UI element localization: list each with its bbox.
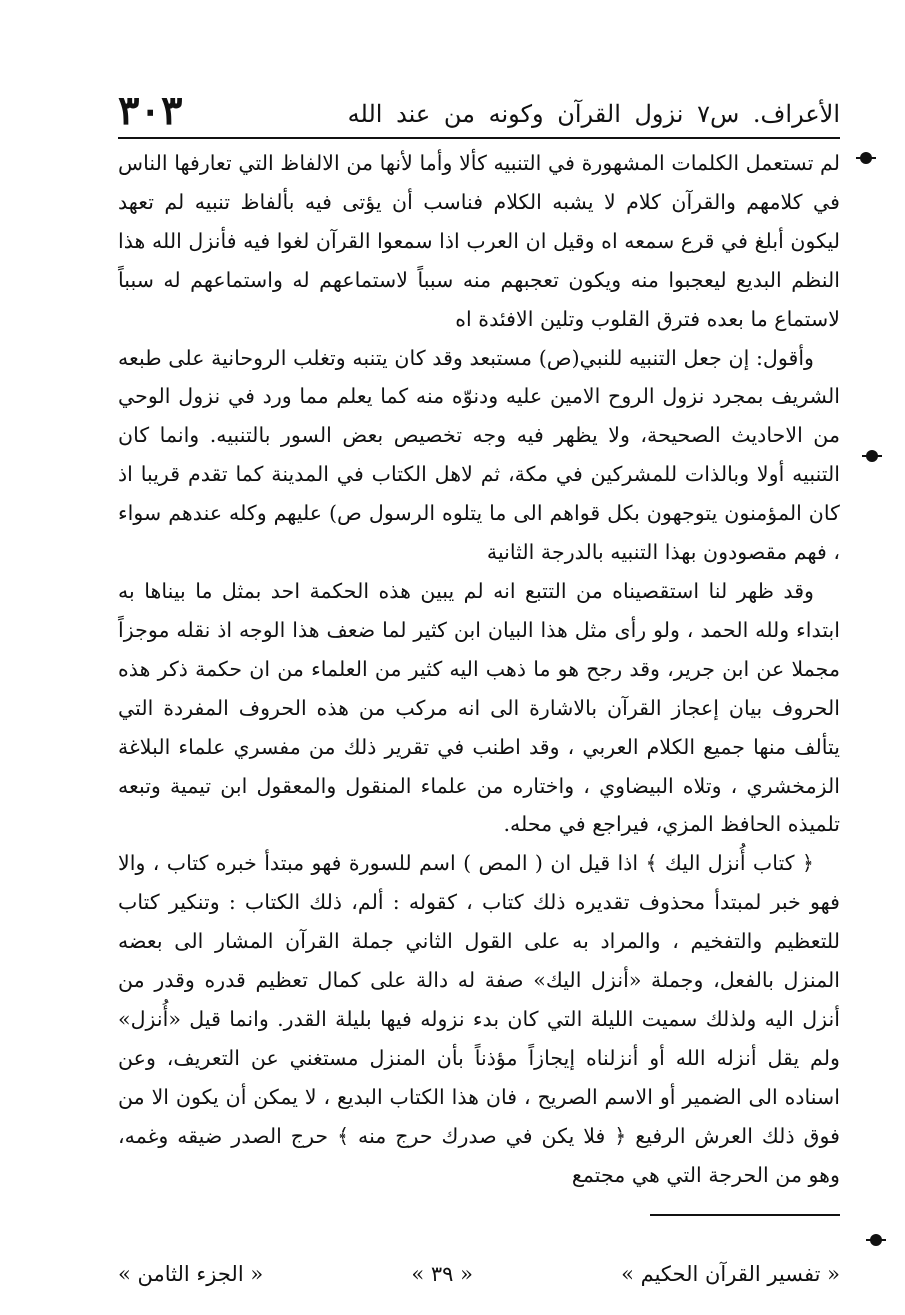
page-number: ٣٠٣: [118, 87, 183, 134]
book-page: [118, 86, 840, 1301]
binding-hole-mark-icon: [870, 1234, 882, 1246]
header-rule: [118, 137, 840, 139]
footer-rule: [650, 1214, 840, 1216]
footer-page-number: « ٣٩ »: [411, 1262, 473, 1286]
footer-book-title: « تفسير القرآن الحكيم »: [621, 1262, 840, 1286]
body-text: [118, 144, 840, 1194]
footer-part: « الجزء الثامن »: [118, 1262, 264, 1286]
binding-hole-mark-icon: [860, 152, 872, 164]
running-title: الأعراف. س٧ نزول القرآن وكونه من عند الله: [347, 100, 840, 128]
paragraph-4: ﴿ كتاب أُنزل اليك ﴾ اذا قيل ان ( المص ) اسم للسورة فهو مبتدأ خبره كتاب ، والا فهو خبر لمبتدأ محذوف تقديره ذلك كتاب ، كقوله : ألم، ذلك الكتاب : وتنكير كتاب للتعظيم والتفخيم ، والمراد به على القول الثاني جملة القرآن المشار الى بعضه المنزل بالفعل، وجملة «أنزل اليك» صفة له دالة على كمال تعظيم قدره وقدر من أنزل اليه ولذلك سميت الليلة التي كان بدء نزوله فيها بليلة القدر. وانما قيل «أُنزل» ولم يقل أنزله الله أو أنزلناه إيجازاً مؤذناً بأن المنزل مستغني عن التعريف، وعن اسناده الى الضمير أو الاسم الصريح ، فان هذا الكتاب البديع ، لا يمكن أن يكون الا من فوق ذلك العرش الرفيع ﴿ فلا يكن في صدرك حرج منه ﴾ حرج الصدر ضيقه وغمه، وهو من الحرجة التي هي مجتمع: [118, 851, 840, 1187]
binding-hole-mark-icon: [866, 450, 878, 462]
page-header: [118, 86, 840, 136]
paragraph-2: وأقول: إن جعل التنبيه للنبي(ص) مستبعد وقد كان يتنبه وتغلب الروحانية على طبعه الشريف بمجرد نزول الروح الامين عليه ودنوّه منه كما يعلم مما ورد في نزول الوحي من الاحاديث الصحيحة، ولا يظهر فيه وجه تخصيص بعض السور بالتنبيه. وانما كان التنبيه أولا وبالذات للمشركين في مكة، ثم لاهل الكتاب في المدينة كما تقدم قريبا اذ كان المؤمنون يتوجهون بكل قواهم الى ما يتلوه الرسول ص) عليهم وكله عندهم سواء ، فهم مقصودون بهذا التنبيه بالدرجة الثانية: [118, 345, 840, 565]
page-footer: [118, 1256, 840, 1292]
paragraph-3: وقد ظهر لنا استقصيناه من التتبع انه لم يبين هذه الحكمة احد بمثل ما بيناها به ابتداء ولله الحمد ، ولو رأى مثل هذا البيان ابن كثير لما ضعف هذا الوجه اذ نقله موجزاً مجملا عن ابن جرير، وقد رجح هو ما ذهب اليه كثير من العلماء من ان حكمة ذكر هذه الحروف بيان إعجاز القرآن بالاشارة الى انه مركب من هذه الحروف المفردة التي يتألف منها جميع الكلام العربي ، وقد اطنب في تقرير ذلك من مفسري علماء البلاغة الزمخشري ، وتلاه البيضاوي ، واختاره من علماء المنقول والمعقول ابن تيمية وتبعه تلميذه الحافظ المزي، فيراجع في محله.: [118, 578, 840, 837]
paragraph-1: لم تستعمل الكلمات المشهورة في التنبيه كألا وأما لأنها من الالفاظ التي تعارفها الناس في كلامهم والقرآن كلام لا يشبه الكلام فناسب أن يؤتى فيه بألفاظ تنبيه لم تعهد ليكون أبلغ في قرع سمعه اه وقيل ان العرب اذا سمعوا القرآن لغوا فيه فأنزل الله هذا النظم البديع ليعجبوا منه ويكون تعجبهم منه سبباً لاستماعهم له واستماعهم له سبباً لاستماع ما بعده فترق القلوب وتلين الافئدة اه: [118, 151, 840, 331]
